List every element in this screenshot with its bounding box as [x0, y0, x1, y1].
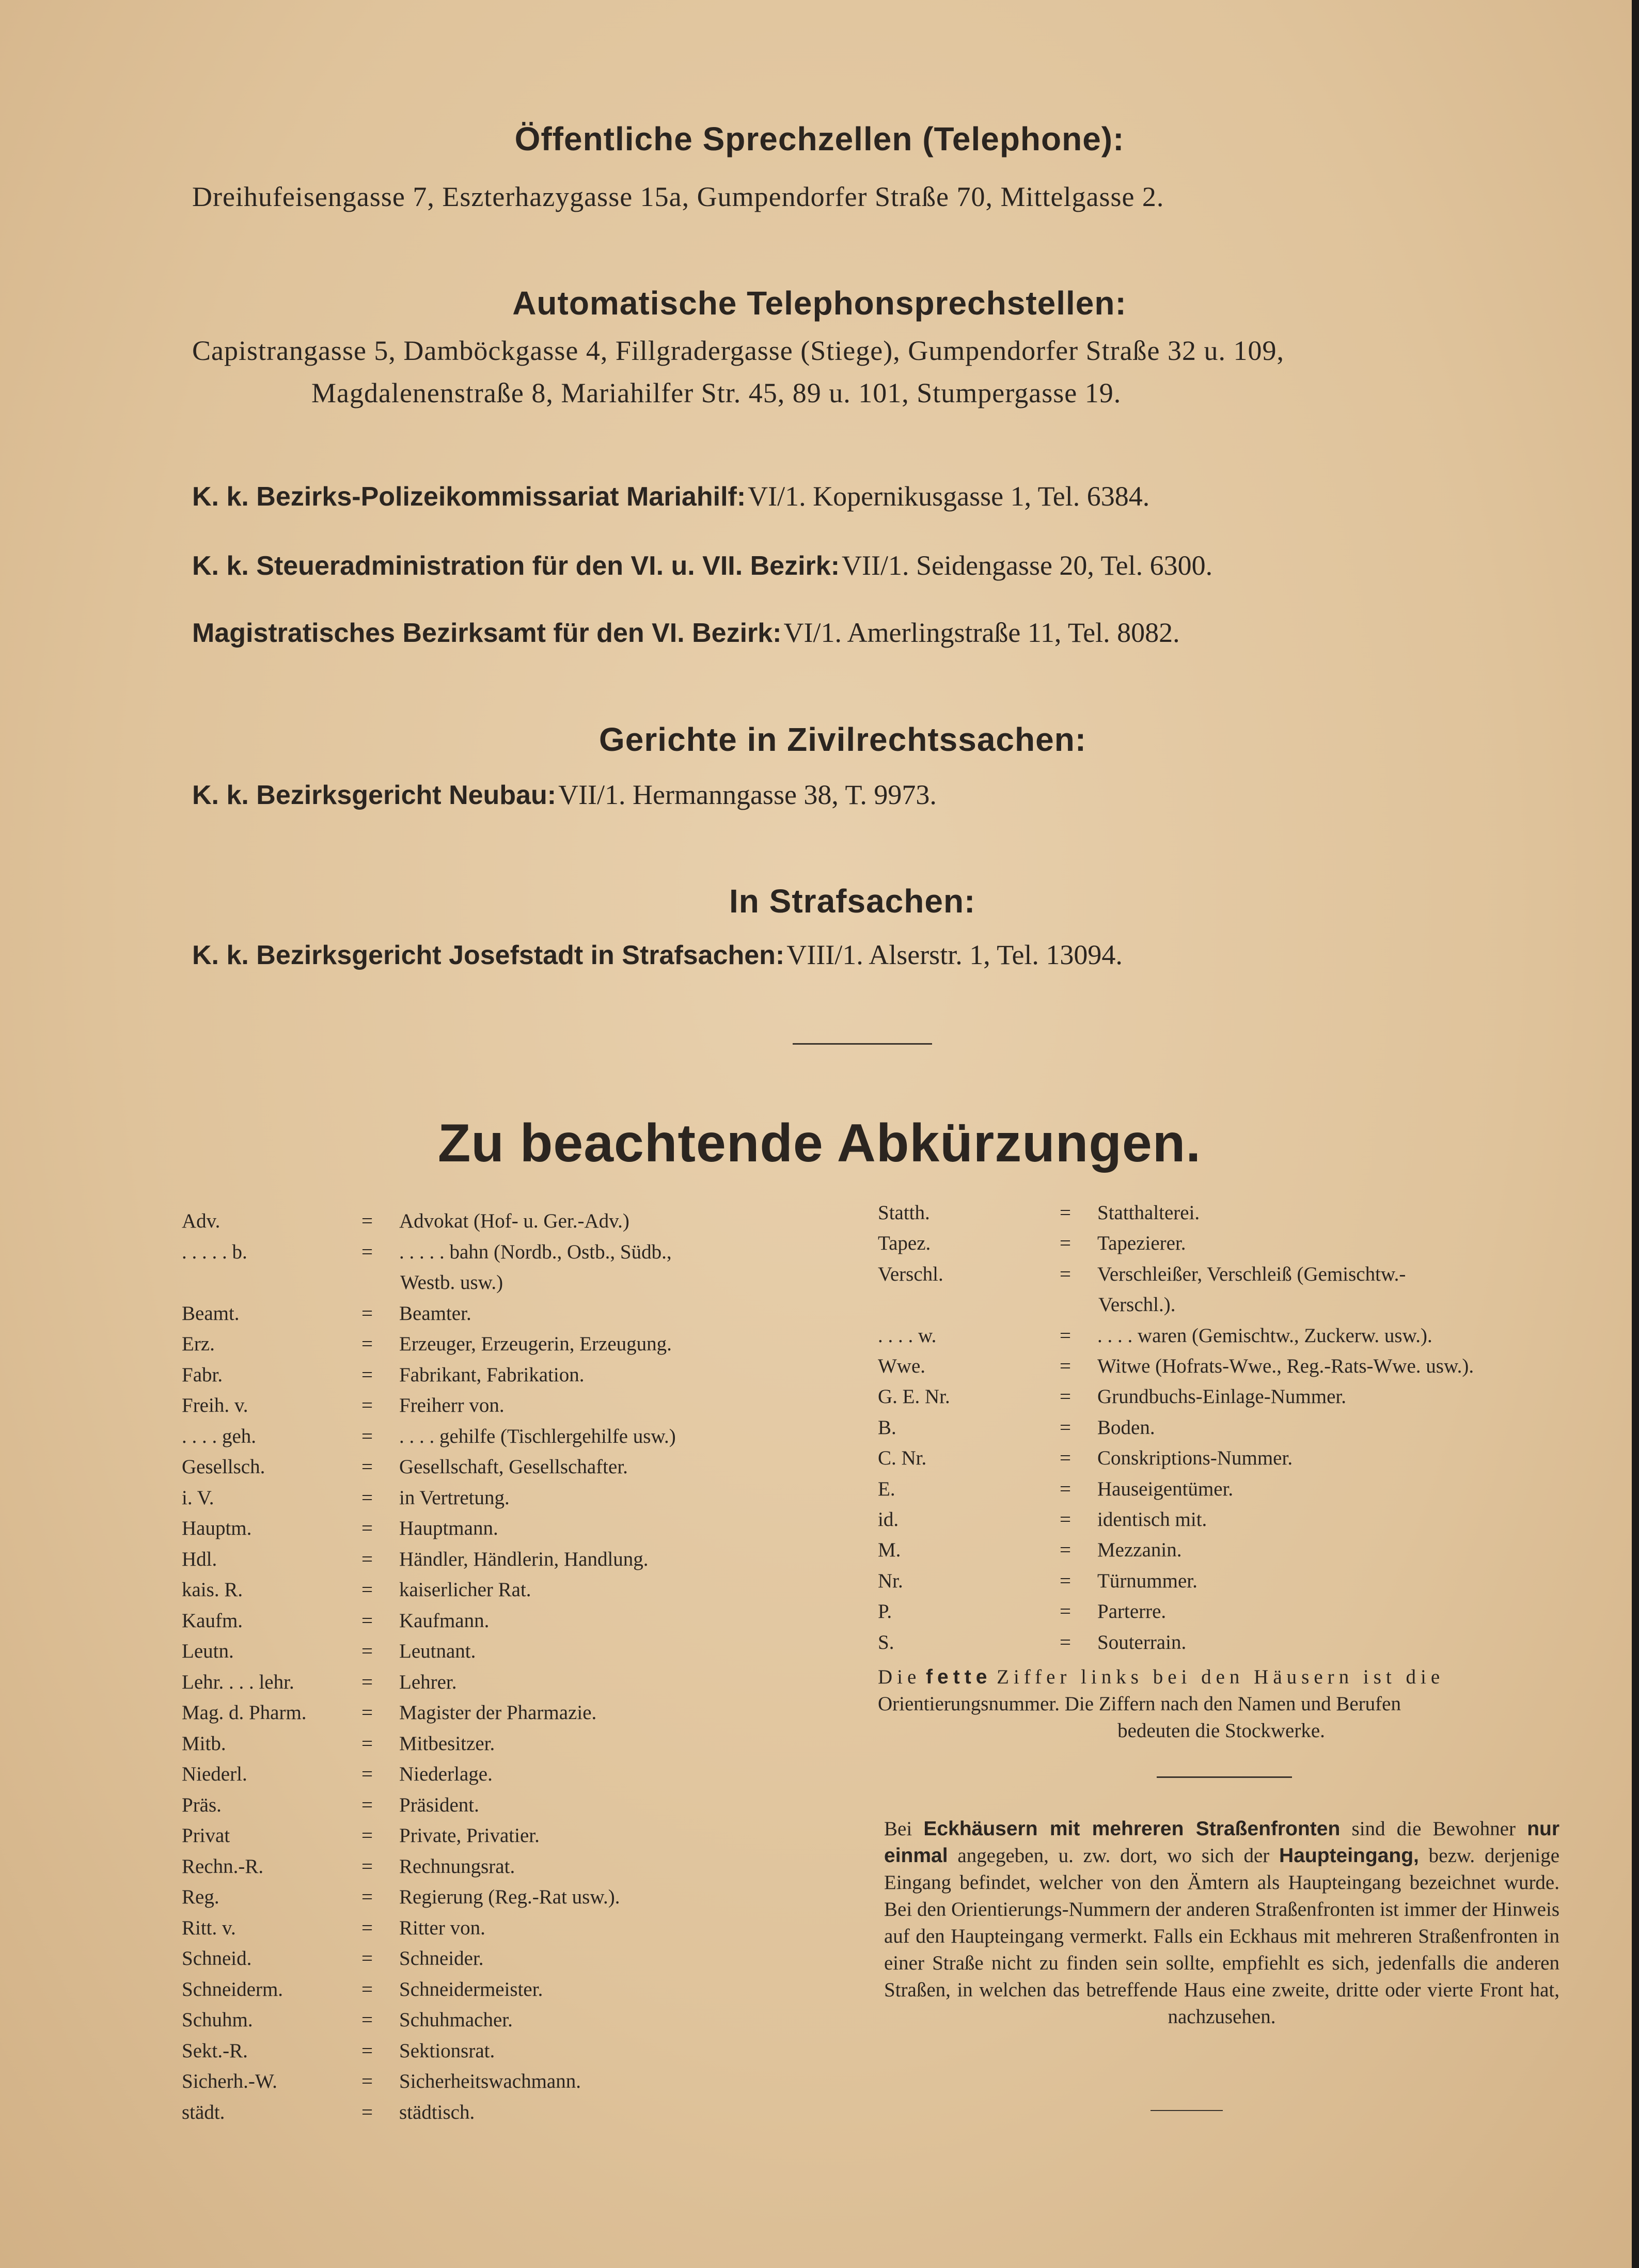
right-meaning: Statthalterei. [1097, 1202, 1200, 1224]
office-police-address: VI/1. Kopernikusgasse 1, Tel. 6384. [748, 481, 1150, 512]
left-meaning: Beamter. [399, 1302, 471, 1325]
office-police [192, 480, 1149, 512]
left-abbr: Leutn. [182, 1640, 234, 1662]
civil-heading: Gerichte in Zivilrechtssachen: [599, 721, 1087, 758]
office-police-name: K. k. Bezirks-Polizeikommissariat Mariahilf: [192, 482, 746, 512]
left-abbr: Kaufm. [182, 1609, 243, 1632]
right-abbr: . . . . w. [878, 1324, 937, 1347]
left-meaning: Niederlage. [399, 1763, 493, 1785]
note2-bold-3: Haupteingang, [1279, 1845, 1419, 1867]
right-equals: = [1060, 1355, 1071, 1377]
right-equals: = [1060, 1569, 1071, 1592]
left-meaning: Leutnant. [399, 1640, 476, 1662]
automatic-heading: Automatische Telephonsprechstellen: [512, 285, 1127, 322]
right-meaning: Parterre. [1097, 1600, 1167, 1623]
left-meaning: Freiherr von. [399, 1394, 505, 1416]
left-equals: = [361, 1240, 373, 1263]
right-meaning: Conskriptions-Nummer. [1097, 1447, 1293, 1470]
left-meaning: Präsident. [399, 1793, 479, 1816]
right-equals: = [1060, 1416, 1071, 1439]
left-meaning: Private, Privatier. [399, 1824, 540, 1847]
left-abbr: Sicherh.-W. [182, 2070, 277, 2092]
divider-rule-2 [1157, 1776, 1292, 1778]
left-abbr: Reg. [182, 1886, 219, 1908]
note1-line-3: bedeuten die Stockwerke. [1117, 1720, 1325, 1742]
left-meaning: Hauptmann. [399, 1517, 498, 1539]
left-meaning: Kaufmann. [399, 1609, 490, 1632]
office-magistrate-address: VI/1. Amerlingstraße 11, Tel. 8082. [783, 617, 1180, 648]
left-meaning: Schneider. [399, 1947, 484, 1970]
right-equals: = [1060, 1324, 1071, 1347]
left-equals: = [361, 2101, 373, 2123]
right-meaning-continued: Verschl.). [1098, 1294, 1176, 1316]
left-equals: = [361, 1886, 373, 1908]
left-abbr: Ritt. v. [182, 1916, 236, 1939]
left-abbr: Gesellsch. [182, 1456, 265, 1478]
right-abbr: C. Nr. [878, 1447, 927, 1470]
divider-rule-3 [1151, 2110, 1223, 2111]
left-abbr: Mag. d. Pharm. [182, 1702, 307, 1724]
left-meaning: Sektionsrat. [399, 2039, 495, 2062]
left-meaning: in Vertretung. [399, 1486, 510, 1509]
left-equals: = [361, 1671, 373, 1693]
left-equals: = [361, 1702, 373, 1724]
criminal-heading: In Strafsachen: [729, 883, 976, 920]
left-abbr: Präs. [182, 1793, 222, 1816]
right-meaning: Verschleißer, Verschleiß (Gemischtw.- [1097, 1263, 1406, 1285]
criminal-court [192, 939, 1123, 971]
left-equals: = [361, 1517, 373, 1539]
note2-bold-2: nur einmal [884, 1818, 1560, 1867]
left-meaning: Advokat (Hof- u. Ger.-Adv.) [399, 1210, 629, 1232]
left-equals: = [361, 1824, 373, 1847]
left-equals: = [361, 2009, 373, 2031]
right-equals: = [1060, 1447, 1071, 1470]
note2-bold-1: Eckhäusern mit mehreren Straßenfronten [923, 1818, 1341, 1840]
right-meaning: Souterrain. [1097, 1631, 1187, 1653]
left-abbr: Fabr. [182, 1363, 223, 1386]
left-abbr: . . . . . b. [182, 1240, 247, 1263]
right-abbr: id. [878, 1508, 899, 1531]
right-abbr: B. [878, 1416, 896, 1439]
left-equals: = [361, 1855, 373, 1878]
left-abbr: Sekt.-R. [182, 2039, 248, 2062]
left-abbr: Rechn.-R. [182, 1855, 264, 1878]
left-abbr: kais. R. [182, 1579, 243, 1601]
left-abbr: Beamt. [182, 1302, 240, 1325]
right-equals: = [1060, 1631, 1071, 1653]
left-abbr: Freih. v. [182, 1394, 248, 1416]
note1-text-b: Ziffer links bei den Häusern ist die [997, 1666, 1445, 1688]
left-meaning: städtisch. [399, 2101, 475, 2123]
left-meaning: Ritter von. [399, 1916, 485, 1939]
left-meaning: kaiserlicher Rat. [399, 1579, 531, 1601]
criminal-court-name: K. k. Bezirksgericht Josefstadt in Strafsachen: [192, 940, 785, 970]
right-abbr: E. [878, 1477, 895, 1500]
right-meaning: Mezzanin. [1097, 1539, 1182, 1562]
note-bold-numbers [878, 1664, 1565, 1744]
note2-text-1: Bei [884, 1818, 912, 1840]
left-equals: = [361, 1548, 373, 1570]
right-meaning: Türnummer. [1097, 1569, 1197, 1592]
right-meaning: Witwe (Hofrats-Wwe., Reg.-Rats-Wwe. usw.). [1097, 1355, 1474, 1377]
note2-text-2: sind die Bewohner [1351, 1818, 1516, 1840]
note1-line-2: Orientierungsnummer. Die Ziffern nach den Namen und Berufen [878, 1693, 1401, 1715]
left-meaning: Händler, Händlerin, Handlung. [399, 1548, 649, 1570]
civil-court [192, 779, 937, 811]
left-meaning: Erzeuger, Erzeugerin, Erzeugung. [399, 1333, 672, 1355]
left-meaning: . . . . gehilfe (Tischlergehilfe usw.) [399, 1425, 676, 1447]
left-equals: = [361, 1302, 373, 1325]
office-magistrate-name: Magistratisches Bezirksamt für den VI. Bezirk: [192, 618, 782, 648]
left-equals: = [361, 1763, 373, 1785]
note2-text-3: angegeben, u. zw. dort, wo sich der [957, 1845, 1270, 1867]
right-abbr: M. [878, 1539, 901, 1562]
left-abbr: städt. [182, 2101, 225, 2123]
telephone-heading: Öffentliche Sprechzellen (Telephone): [514, 120, 1125, 158]
left-meaning: Magister der Pharmazie. [399, 1702, 597, 1724]
left-equals: = [361, 1363, 373, 1386]
left-equals: = [361, 1609, 373, 1632]
right-meaning: identisch mit. [1097, 1508, 1207, 1531]
office-tax-address: VII/1. Seidengasse 20, Tel. 6300. [842, 550, 1213, 581]
left-equals: = [361, 1916, 373, 1939]
right-equals: = [1060, 1477, 1071, 1500]
left-abbr: . . . . geh. [182, 1425, 257, 1447]
right-abbr: Wwe. [878, 1355, 926, 1377]
left-equals: = [361, 1394, 373, 1416]
left-equals: = [361, 1333, 373, 1355]
left-abbr: Hauptm. [182, 1517, 252, 1539]
left-equals: = [361, 1793, 373, 1816]
left-equals: = [361, 1210, 373, 1232]
office-tax-name: K. k. Steueradministration für den VI. u. VII. Bezirk: [192, 551, 840, 581]
right-meaning: Tapezierer. [1097, 1232, 1186, 1255]
left-abbr: Lehr. . . . lehr. [182, 1671, 294, 1693]
left-meaning: Fabrikant, Fabrikation. [399, 1363, 585, 1386]
note2-text-4: bezw. derjenige Eingang befindet, welcher von den Ämtern als Haupteingang bezeichnet wurde. Bei den Orientierungs-Nummern der anderen Straßenfronten ist immer der Hinweis auf den Haupteingang vermerkt. Falls ein Eckhaus mit mehreren Straßenfronten in einer Straße nicht zu finden sein sollte, empfiehlt es sich, jedenfalls die anderen Straßen, in welchen das betreffende Haus eine zweite, dritte oder vierte Front hat, nachzusehen. [884, 1845, 1560, 2028]
right-equals: = [1060, 1539, 1071, 1562]
left-abbr: Erz. [182, 1333, 215, 1355]
left-equals: = [361, 1486, 373, 1509]
right-abbr: Statth. [878, 1202, 930, 1224]
left-equals: = [361, 1579, 373, 1601]
civil-court-address: VII/1. Hermanngasse 38, T. 9973. [558, 779, 937, 810]
right-abbr: S. [878, 1631, 894, 1653]
left-equals: = [361, 1732, 373, 1755]
left-meaning: Gesellschaft, Gesellschafter. [399, 1456, 628, 1478]
left-meaning: Mitbesitzer. [399, 1732, 495, 1755]
left-equals: = [361, 2070, 373, 2092]
left-meaning: Lehrer. [399, 1671, 457, 1693]
right-abbr: Tapez. [878, 1232, 931, 1255]
right-equals: = [1060, 1263, 1071, 1285]
left-abbr: Hdl. [182, 1548, 217, 1570]
right-abbr: P. [878, 1600, 892, 1623]
left-equals: = [361, 1640, 373, 1662]
right-abbr: Nr. [878, 1569, 903, 1592]
right-meaning: . . . . waren (Gemischtw., Zuckerw. usw.). [1097, 1324, 1432, 1347]
left-meaning-continued: Westb. usw.) [400, 1271, 503, 1294]
criminal-court-address: VIII/1. Alserstr. 1, Tel. 13094. [786, 939, 1123, 970]
left-abbr: Adv. [182, 1210, 220, 1232]
note-corner-houses [884, 1816, 1559, 2030]
office-magistrate [192, 617, 1180, 649]
left-meaning: Sicherheitswachmann. [399, 2070, 581, 2092]
left-equals: = [361, 1425, 373, 1447]
left-abbr: Niederl. [182, 1763, 247, 1785]
left-equals: = [361, 1947, 373, 1970]
telephone-line: Dreihufeisengasse 7, Eszterhazygasse 15a, Gumpendorfer Straße 70, Mittelgasse 2. [192, 181, 1164, 212]
left-equals: = [361, 1978, 373, 2001]
office-tax [192, 549, 1212, 581]
automatic-line-1: Capistrangasse 5, Damböckgasse 4, Fillgradergasse (Stiege), Gumpendorfer Straße 32 u. 109, [192, 335, 1285, 366]
right-meaning: Hauseigentümer. [1097, 1477, 1234, 1500]
note1-bold: fette [926, 1666, 992, 1688]
left-abbr: Schneiderm. [182, 1978, 283, 2001]
left-equals: = [361, 2039, 373, 2062]
right-abbr: G. E. Nr. [878, 1385, 950, 1408]
divider-rule [793, 1043, 932, 1045]
left-meaning: Regierung (Reg.-Rat usw.). [399, 1886, 620, 1908]
left-meaning: Rechnungsrat. [399, 1855, 515, 1878]
right-equals: = [1060, 1508, 1071, 1531]
abbreviations-title: Zu beachtende Abkürzungen. [437, 1113, 1202, 1173]
left-abbr: Mitb. [182, 1732, 226, 1755]
automatic-line-2: Magdalenenstraße 8, Mariahilfer Str. 45, 89 u. 101, Stumpergasse 19. [311, 377, 1122, 408]
right-equals: = [1060, 1232, 1071, 1255]
left-abbr: Schneid. [182, 1947, 252, 1970]
right-equals: = [1060, 1202, 1071, 1224]
left-abbr: Schuhm. [182, 2009, 253, 2031]
left-meaning: Schuhmacher. [399, 2009, 513, 2031]
right-abbr: Verschl. [878, 1263, 943, 1285]
note1-text-a: Die [878, 1666, 921, 1688]
right-equals: = [1060, 1385, 1071, 1408]
left-abbr: i. V. [182, 1486, 214, 1509]
right-meaning: Grundbuchs-Einlage-Nummer. [1097, 1385, 1346, 1408]
left-meaning: . . . . . bahn (Nordb., Ostb., Südb., [399, 1240, 672, 1263]
right-equals: = [1060, 1600, 1071, 1623]
left-abbr: Privat [182, 1824, 230, 1847]
left-meaning: Schneidermeister. [399, 1978, 543, 2001]
left-equals: = [361, 1456, 373, 1478]
civil-court-name: K. k. Bezirksgericht Neubau: [192, 780, 557, 810]
right-meaning: Boden. [1097, 1416, 1155, 1439]
